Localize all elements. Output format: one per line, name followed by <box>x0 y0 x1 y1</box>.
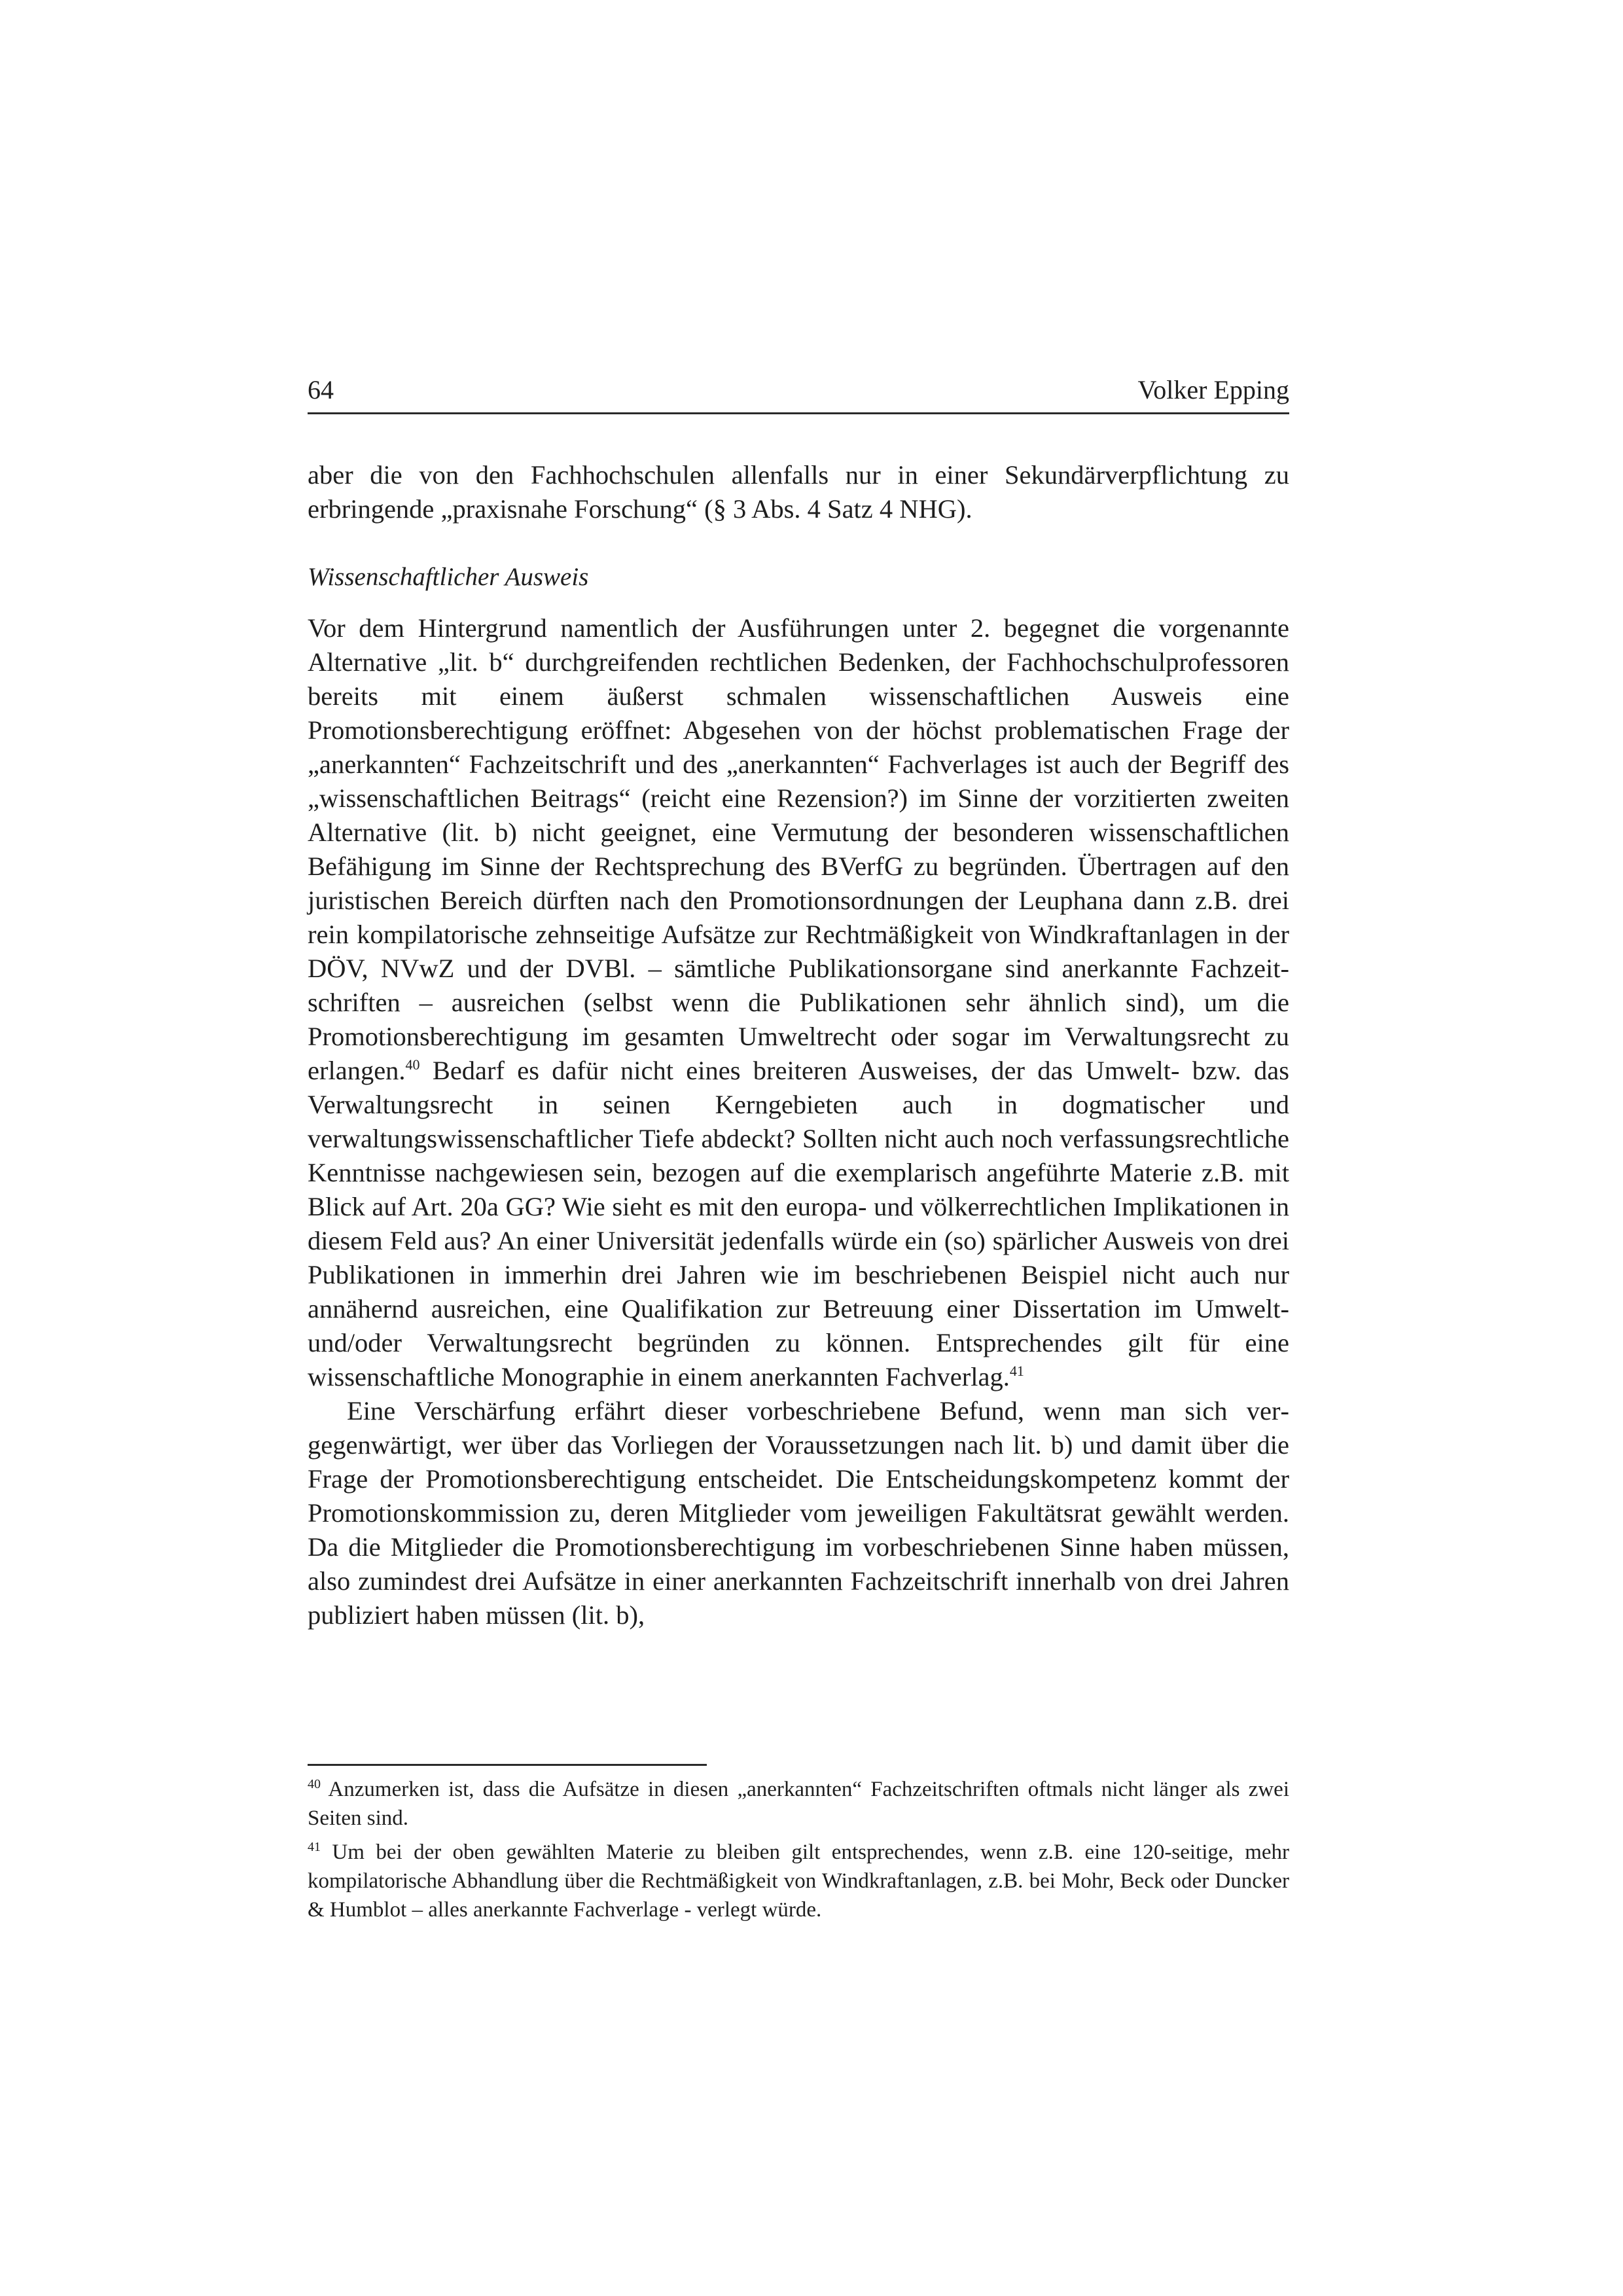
footnote-text: Anzumerken ist, dass die Aufsätze in diesen „anerkannten“ Fachzeitschriften oftmals nicht länger als zwei Seiten sind. <box>308 1778 1289 1830</box>
footnote-number: 41 <box>308 1840 321 1854</box>
footnote-ref-41[interactable]: 41 <box>1009 1363 1024 1379</box>
book-page <box>308 0 1289 2296</box>
page-number: 64 <box>308 375 334 404</box>
footnote-ref-40[interactable]: 40 <box>405 1056 420 1073</box>
footnote-40 <box>308 1775 1289 1833</box>
running-header <box>308 374 1289 414</box>
paragraph-1-part-1: Vor dem Hintergrund namentlich der Ausführungen unter 2. begegnet die vorgenannte Alternative „lit. b“ durchgreifenden rechtlichen Bedenken, der Fachhochschulprofessoren bereits mit einem äußerst schmalen wissenschaftlichen Ausweis eine Promotionsberechtigung eröffnet: Abgesehen von der höchst problematischen Frage der „anerkannten“ Fachzeitschrift und des „anerkannten“ Fachverlages ist auch der Begriff des „wissenschaftlichen Beitrags“ (reicht eine Rezension?) im Sinne der vorzitierten zweiten Alternative (lit. b) nicht geeignet, eine Vermutung der besonderen wissenschaftlichen Befähigung im Sinne der Rechtsprechung des BVerfG zu begründen. Übertragen auf den juristischen Bereich dürften nach den Promotionsordnungen der Leuphana dann z.B. drei rein kompilatorische zehnseitige Aufsätze zur Rechtmäßigkeit von Windkraftanlagen in der DÖV, NVwZ und der DVBl. – sämtliche Publikationsorgane sind anerkannte Fachzeitschriften – ausreichen (selbst wenn die Publikationen sehr ähnlich sind), um die Promotionsberechtigung im gesamten Umweltrecht oder sogar im Verwaltungsrecht zu erlangen. <box>308 613 1289 1085</box>
intro-paragraph: aber die von den Fachhochschulen allenfalls nur in einer Sekundärverpflichtung zu erbringende „praxisnahe Forschung“ (§ 3 Abs. 4 Satz 4 NHG). <box>308 460 1289 524</box>
section-heading: Wissenschaftlicher Ausweis <box>308 563 589 591</box>
footnote-number: 40 <box>308 1777 321 1791</box>
footnote-41 <box>308 1838 1289 1924</box>
main-text <box>308 458 1289 1632</box>
footnotes <box>308 1775 1289 1929</box>
paragraph-1 <box>308 611 1289 1394</box>
running-head-author: Volker Epping <box>1137 375 1289 404</box>
paragraph-2: Eine Verschärfung erfährt dieser vorbeschriebene Befund, wenn man sich vergegenwärtigt, wer über das Vorliegen der Voraussetzungen nach lit. b) und damit über die Frage der Promotionsberechtigung entscheidet. Die Entscheidungskompetenz kommt der Promotionskommission zu, deren Mitglieder vom jeweiligen Fakultätsrat gewählt werden. Da die Mitglieder die Promotionsberechtigung im vorbeschriebenen Sinne haben müssen, also zumindest drei Aufsätze in einer anerkannten Fachzeitschrift innerhalb von drei Jahren publiziert haben müssen (lit. b), <box>308 1396 1289 1630</box>
footnote-separator <box>308 1764 707 1766</box>
paragraph-1-part-2: Bedarf es dafür nicht eines breiteren Ausweises, der das Umwelt- bzw. das Verwaltungsrecht in seinen Kerngebieten auch in dogmatischer und verwaltungswissenschaftlicher Tiefe abdeckt? Sollten nicht auch noch verfassungsrechtliche Kenntnisse nachgewiesen sein, bezogen auf die exemplarisch angeführte Materie z.B. mit Blick auf Art. 20a GG? Wie sieht es mit den europa- und völkerrechtlichen Implikationen in diesem Feld aus? An einer Universität jedenfalls würde ein (so) spärlicher Ausweis von drei Publikationen in immerhin drei Jahren wie im beschriebenen Beispiel nicht auch nur annähernd ausreichen, eine Qualifikation zur Betreuung einer Dissertation im Umwelt- und/oder Verwaltungsrecht begründen zu können. Entsprechendes gilt für eine wissenschaftliche Monographie in einem anerkannten Fachverlag. <box>308 1056 1289 1391</box>
footnote-text: Um bei der oben gewählten Materie zu bleiben gilt entsprechendes, wenn z.B. eine 120-seitige, mehr kompilatorische Abhandlung über die Rechtmäßigkeit von Windkraftanlagen, z.B. bei Mohr, Beck oder Duncker & Humblot – alles anerkannte Fachverlage - verlegt würde. <box>308 1840 1289 1922</box>
